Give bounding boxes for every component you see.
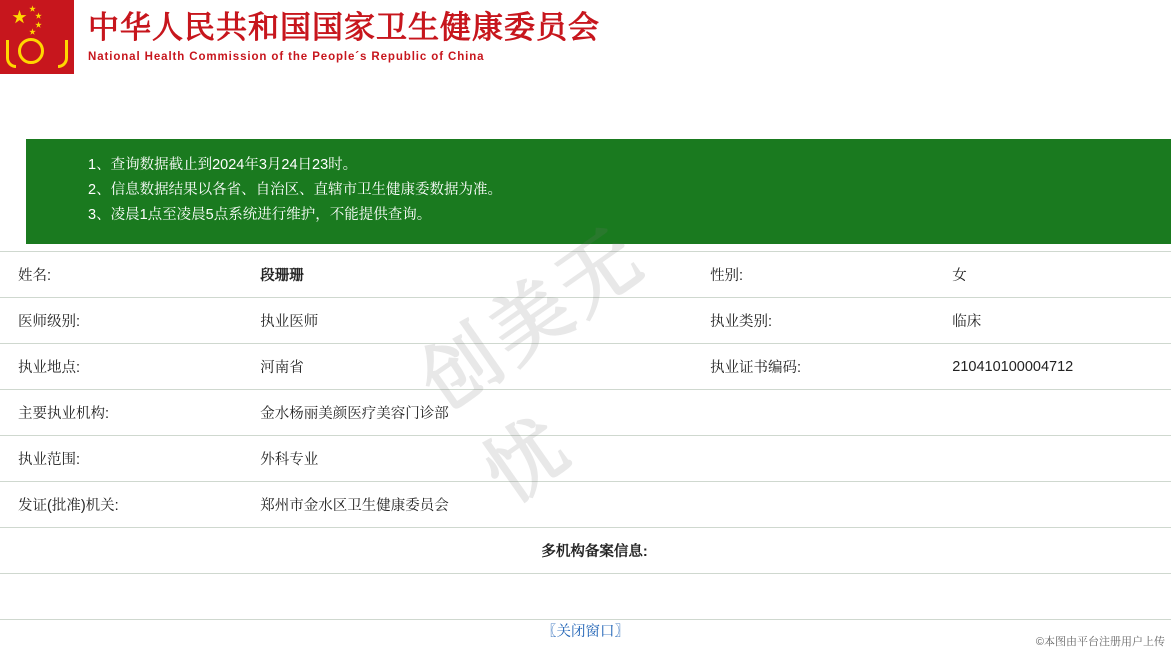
star-small-icon-1: ★: [29, 6, 36, 13]
notice-line-2: 2、信息数据结果以各省、自治区、直辖市卫生健康委数据为准。: [88, 182, 503, 198]
doctor-record-table: [0, 251, 1171, 620]
notice-line-3: 3、凌晨1点至凌晨5点系统进行维护，不能提供查询。: [88, 207, 432, 223]
star-small-icon-2: ★: [35, 13, 42, 20]
wheat-left-icon: [6, 40, 16, 68]
star-large-icon: ★: [12, 9, 28, 26]
wheat-right-icon: [58, 40, 68, 68]
value-practice-category: 临床: [934, 298, 1171, 344]
site-title-cn: 中华人民共和国国家卫生健康委员会: [88, 9, 600, 45]
value-license-number: 210410100004712: [934, 344, 1171, 390]
value-practice-location: 河南省: [242, 344, 692, 390]
label-practice-location: 执业地点:: [0, 344, 242, 390]
multi-org-empty-cell: [0, 574, 1171, 620]
banner-text-block: [74, 9, 600, 65]
table-row: [0, 482, 1171, 528]
multi-org-empty-row: [0, 574, 1171, 620]
label-issuing-authority: 发证(批准)机关:: [0, 482, 242, 528]
multi-org-title: 多机构备案信息:: [0, 528, 1171, 574]
value-doctor-level: 执业医师: [242, 298, 692, 344]
label-doctor-level: 医师级别:: [0, 298, 242, 344]
site-title-en: National Health Commission of the People´s Republic of China: [88, 51, 485, 64]
star-small-icon-4: ★: [29, 29, 36, 36]
value-practice-scope: 外科专业: [242, 436, 1171, 482]
label-name: 姓名:: [0, 252, 242, 298]
table-row: [0, 390, 1171, 436]
label-practice-scope: 执业范围:: [0, 436, 242, 482]
gear-icon: [18, 38, 44, 64]
label-license-number: 执业证书编码:: [692, 344, 934, 390]
table-row: [0, 344, 1171, 390]
table-row: [0, 436, 1171, 482]
site-header-banner: [0, 0, 782, 74]
label-main-institution: 主要执业机构:: [0, 390, 242, 436]
close-window-link[interactable]: 〖关闭窗口〗: [542, 624, 629, 640]
notice-line-1: 1、查询数据截止到2024年3月24日23时。: [88, 157, 358, 173]
table-row: [0, 298, 1171, 344]
upload-note: ©本图由平台注册用户上传: [1034, 632, 1167, 650]
label-practice-category: 执业类别:: [692, 298, 934, 344]
value-gender: 女: [934, 252, 1171, 298]
value-name: 段珊珊: [242, 252, 692, 298]
table-row: [0, 252, 1171, 298]
value-issuing-authority: 郑州市金水区卫生健康委员会: [242, 482, 1171, 528]
multi-org-header-row: [0, 528, 1171, 574]
label-gender: 性别:: [692, 252, 934, 298]
notice-panel: [26, 139, 1171, 244]
national-emblem-icon: [0, 0, 74, 74]
value-main-institution: 金水杨丽美颜医疗美容门诊部: [242, 390, 1171, 436]
star-small-icon-3: ★: [35, 22, 42, 29]
